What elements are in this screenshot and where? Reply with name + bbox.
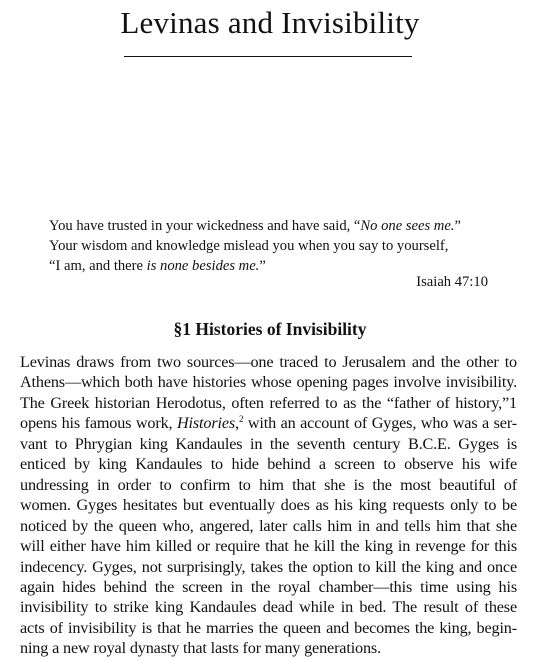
book-title-emphasis: Histories bbox=[177, 414, 236, 433]
epigraph-line: “I am, and there is none besides me.” bbox=[49, 258, 266, 274]
body-line: undressing in order to confirm to him that she is the most beautiful of bbox=[20, 475, 517, 494]
footnote-marker[interactable]: 2 bbox=[238, 414, 244, 425]
section-heading: §1 Histories of Invisibility bbox=[173, 319, 367, 339]
body-line: indecency. Gyges, not surprisingly, takes the option to kill the king and once bbox=[20, 557, 517, 576]
body-line: invisibility to strike king Kandaules dead while in bed. The result of these bbox=[20, 598, 517, 617]
body-line: Levinas draws from two sources—one traced to Jerusalem and the other to bbox=[20, 353, 517, 371]
body-line: The Greek historian Herodotus, often referred to as the “father of history,”1 bbox=[20, 393, 517, 412]
body-line: Athens—which both have histories whose opening pages involve invisibility. bbox=[20, 373, 517, 392]
body-line: noticed by the queen who, angered, later calls him in and tells him that she bbox=[20, 516, 517, 535]
epigraph bbox=[49, 216, 489, 276]
body-line: will either have him killed or require that he kill the king in revenge for this bbox=[20, 537, 517, 556]
body-line: again hides behind the screen in the royal chamber—this time using his bbox=[20, 577, 517, 596]
body-line: opens his famous work, Histories,$^2$ with an account of Gyges, who was a ser- bbox=[20, 414, 517, 433]
body-line: vant to Phrygian king Kandaules in the seventh century B.C.E. Gyges is bbox=[20, 434, 517, 453]
body-line: acts of invisibility is that he marries the queen and becomes the king, begin- bbox=[20, 618, 517, 637]
body-line: ning a new royal dynasty that lasts for many generations. bbox=[20, 639, 381, 658]
epigraph-emphasis: No one sees me. bbox=[360, 218, 455, 234]
chapter-title: Levinas and Invisibility bbox=[120, 5, 420, 40]
epigraph-source: Isaiah 47:10 bbox=[416, 274, 488, 290]
body-line: enticed by king Kandaules to hide behind a screen to observe his wife bbox=[20, 455, 517, 474]
epigraph-emphasis: is none besides me. bbox=[146, 258, 260, 274]
epigraph-line: You have trusted in your wickedness and have said, “No one sees me.” bbox=[49, 218, 461, 234]
epigraph-line: Your wisdom and knowledge mislead you when you say to yourself, bbox=[49, 238, 449, 254]
body-line: women. Gyges hesitates but eventually does as his king requests only to be bbox=[20, 496, 517, 515]
title-rule bbox=[124, 56, 412, 57]
body-paragraph bbox=[20, 352, 517, 659]
